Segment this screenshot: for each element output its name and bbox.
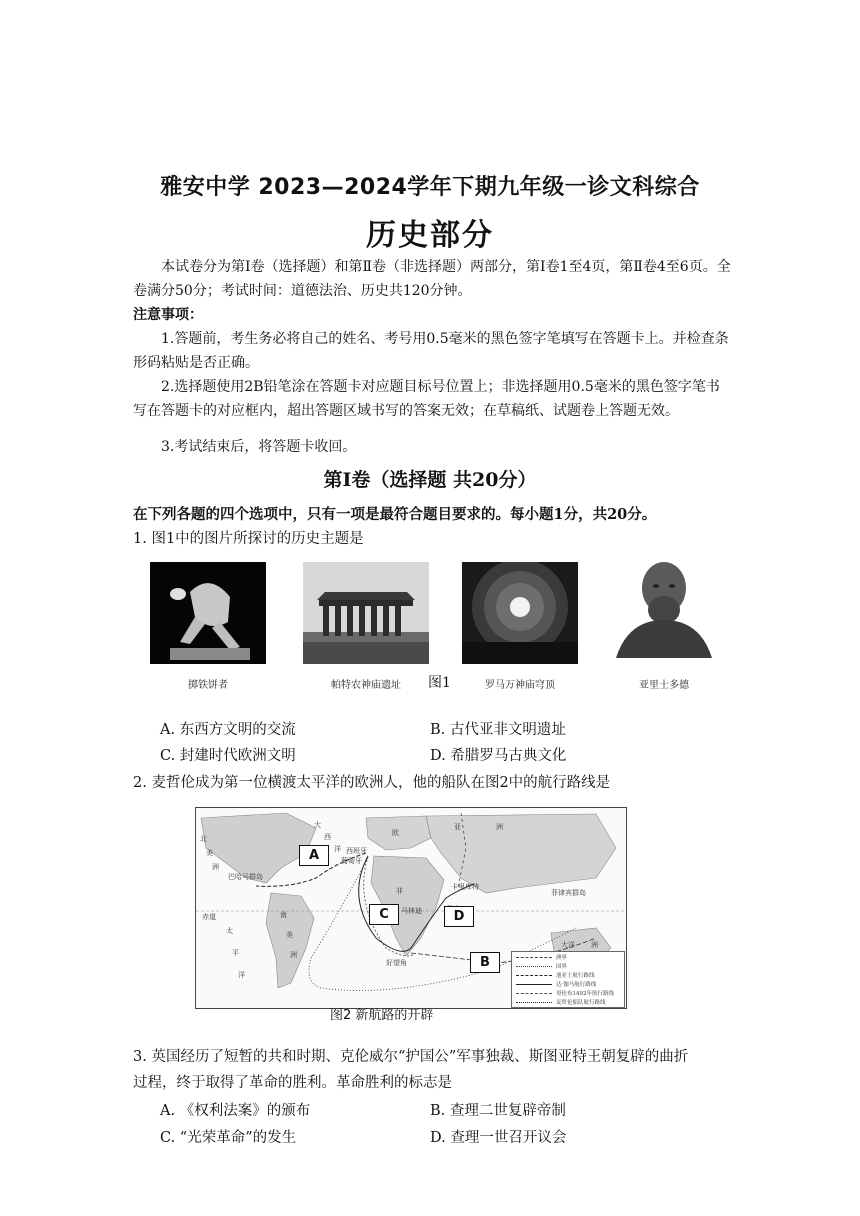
pantheon-dome-photo: [462, 562, 578, 664]
map-label-asia-2: 洲: [496, 823, 503, 831]
map-label-south-america-3: 洲: [290, 951, 297, 959]
map-label-pacific-3: 洋: [238, 971, 245, 979]
notice-item-2: 2.选择题使用2B铅笔涂在答题卡对应题目标号位置上；非选择题用0.5毫米的黑色签字笔书写在答题卡的对应框内，超出答题区域书写的答案无效；在草稿纸、试题卷上答题无效。: [133, 379, 720, 419]
map-label-philippines: 菲律宾群岛: [551, 889, 586, 897]
question-1-option-d: D. 希腊罗马古典文化: [430, 748, 567, 764]
map-label-europe: 欧: [392, 829, 399, 837]
map-label-south-america-2: 美: [286, 931, 293, 939]
map-label-atlantic-1: 大: [314, 821, 321, 829]
legend-magellan: 麦哲伦船队航行路线: [556, 1000, 606, 1006]
map-label-bahamas: 巴哈马群岛: [228, 873, 263, 881]
route-box-b: B: [470, 952, 500, 973]
map-label-asia-1: 亚: [454, 823, 461, 831]
figure-1-label: 图1: [428, 675, 451, 691]
legend-gama: 达·伽马航行路线: [556, 982, 597, 988]
map-label-atlantic-3: 洋: [334, 845, 341, 853]
map-label-south-america-1: 南: [280, 911, 287, 919]
caption-aristotle: 亚里士多德: [639, 680, 689, 691]
map-label-north-america-2: 美: [206, 849, 213, 857]
legend-line-border: [516, 966, 552, 968]
legend-dias: 迪亚士航行路线: [556, 973, 595, 979]
parthenon-photo: [303, 562, 429, 664]
map-label-calicut: 卡里库特: [451, 883, 479, 891]
legend-line-continent: [516, 957, 552, 959]
legend-line-columbus: [516, 993, 552, 995]
map-label-spain: 西班牙: [346, 847, 367, 855]
figure-2-caption: 图2 新航路的开辟: [330, 1008, 434, 1023]
map-label-equator: 赤道: [202, 913, 216, 921]
question-3-option-c: C. “光荣革命”的发生: [160, 1130, 297, 1146]
legend-continent: 洲界: [556, 955, 568, 961]
question-1-option-a: A. 东西方文明的交流: [160, 722, 296, 738]
notice-heading: 注意事项：: [133, 307, 203, 323]
section-instruction: 在下列各题的四个选项中，只有一项是最符合题目要求的。每小题1分，共20分。: [133, 506, 657, 523]
map-label-pacific-1: 太: [226, 927, 233, 935]
question-3-option-d: D. 查理一世召开议会: [430, 1130, 567, 1146]
notice-item-3: 3.考试结束后，将答题卡收回。: [161, 439, 357, 455]
caption-discobolus: 掷铁饼者: [188, 680, 228, 691]
exam-title: 雅安中学 2023—2024学年下期九年级一诊文科综合: [160, 175, 700, 200]
new-routes-map: [195, 807, 627, 1009]
question-2-stem: 2. 麦哲伦成为第一位横渡太平洋的欧洲人，他的船队在图2中的航行路线是: [133, 775, 611, 791]
map-label-north-america-3: 洲: [212, 863, 219, 871]
map-label-atlantic-2: 西: [324, 833, 331, 841]
question-1-option-c: C. 封建时代欧洲文明: [160, 748, 296, 764]
question-1-option-b: B. 古代亚非文明遗址: [430, 722, 566, 738]
route-box-d: D: [444, 906, 474, 927]
map-label-malindi: 马林迪: [401, 907, 422, 915]
map-label-africa: 非: [396, 887, 403, 895]
legend-line-magellan: [516, 1002, 552, 1004]
map-label-north-america-1: 北: [200, 835, 207, 843]
question-1-stem: 1. 图1中的图片所探讨的历史主题是: [133, 531, 364, 547]
question-3-option-b: B. 查理二世复辟帝制: [430, 1103, 566, 1119]
route-box-a: A: [299, 845, 329, 866]
map-legend: [511, 951, 625, 1008]
discobolus-photo: [150, 562, 266, 664]
map-label-oceania-2: 洲: [591, 941, 598, 949]
legend-line-gama: [516, 984, 552, 986]
map-label-portugal: 葡萄牙: [341, 857, 362, 865]
exam-intro: 本试卷分为第Ⅰ卷（选择题）和第Ⅱ卷（非选择题）两部分，第Ⅰ卷1至4页，第Ⅱ卷4至6页。全卷满分50分；考试时间：道德法治、历史共120分钟。: [133, 259, 731, 299]
map-label-cape-of-good-hope: 好望角: [386, 959, 407, 967]
exam-subtitle: 历史部分: [366, 218, 494, 253]
map-label-pacific-2: 平: [232, 949, 239, 957]
section-title: 第Ⅰ卷（选择题 共20分）: [323, 469, 537, 491]
legend-border: 国界: [556, 964, 568, 970]
aristotle-bust-photo: [608, 558, 720, 666]
caption-pantheon: 罗马万神庙穹顶: [485, 680, 555, 691]
legend-line-dias: [516, 975, 552, 977]
map-label-oceania-1: 大洋: [561, 941, 575, 949]
question-3-stem-line-1: 3. 英国经历了短暂的共和时期、克伦威尔“护国公”军事独裁、斯图亚特王朝复辟的曲折: [133, 1049, 689, 1065]
question-3-option-a: A. 《权利法案》的颁布: [160, 1103, 311, 1119]
route-box-c: C: [369, 904, 399, 925]
notice-item-1: 1.答题前，考生务必将自己的姓名、考号用0.5毫米的黑色签字笔填写在答题卡上。并检查条形码粘贴是否正确。: [133, 331, 729, 371]
caption-parthenon: 帕特农神庙遗址: [331, 680, 401, 691]
question-3-stem-line-2: 过程，终于取得了革命的胜利。革命胜利的标志是: [133, 1075, 452, 1091]
legend-columbus: 哥伦布1492年航行路线: [556, 991, 614, 997]
